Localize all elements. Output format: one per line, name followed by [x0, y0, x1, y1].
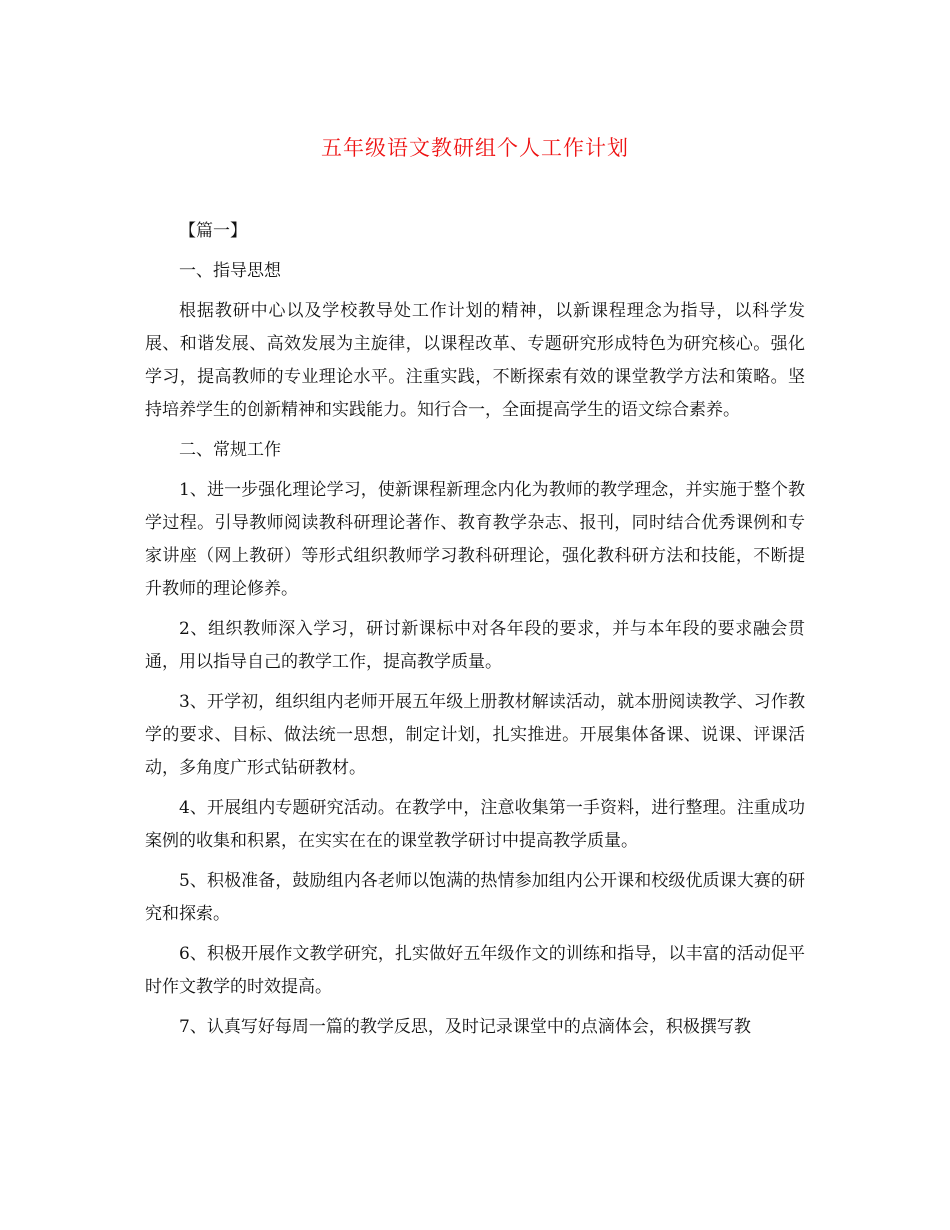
section-marker: 【篇一】 [179, 221, 247, 241]
list-item: 2、组织教师深入学习，研讨新课标中对各年段的要求，并与本年段的要求融会贯通，用以指导自己的教学工作，提高教学质量。 [145, 619, 805, 672]
list-item: 7、认真写好每周一篇的教学反思，及时记录课堂中的点滴体会，积极撰写教 [179, 1017, 751, 1037]
list-item: 5、积极准备，鼓励组内各老师以饱满的热情参加组内公开课和校级优质课大赛的研究和探索。 [145, 871, 805, 924]
paragraph-guiding-thought: 根据教研中心以及学校教导处工作计划的精神，以新课程理念为指导，以科学发展、和谐发展、高效发展为主旋律，以课程改革、专题研究形成特色为研究核心。强化学习，提高教师的专业理论水平。注重实践，不断探索有效的课堂教学方法和策略。坚持培养学生的创新精神和实践能力。知行合一，全面提高学生的语文综合素养。 [145, 301, 805, 420]
heading-guiding-thought: 一、指导思想 [179, 261, 281, 281]
list-item: 6、积极开展作文教学研究，扎实做好五年级作文的训练和指导，以丰富的活动促平时作文教学的时效提高。 [145, 944, 805, 997]
heading-routine-work: 二、常规工作 [179, 440, 281, 460]
document-title: 五年级语文教研组个人工作计划 [321, 136, 629, 160]
list-item: 3、开学初，组织组内老师开展五年级上册教材解读活动，就本册阅读教学、习作教学的要求、目标、做法统一思想，制定计划，扎实推进。开展集体备课、说课、评课活动，多角度广形式钻研教材。 [145, 692, 805, 778]
list-item: 1、进一步强化理论学习，使新课程新理念内化为教师的教学理念，并实施于整个教学过程。引导教师阅读教科研理论著作、教育教学杂志、报刊，同时结合优秀课例和专家讲座（网上教研）等形式组织教师学习教科研理论，强化教科研方法和技能，不断提升教师的理论修养。 [145, 480, 805, 599]
document-body [145, 215, 805, 1051]
list-item: 4、开展组内专题研究活动。在教学中，注意收集第一手资料，进行整理。注重成功案例的收集和积累，在实实在在的课堂教学研讨中提高教学质量。 [145, 798, 805, 851]
